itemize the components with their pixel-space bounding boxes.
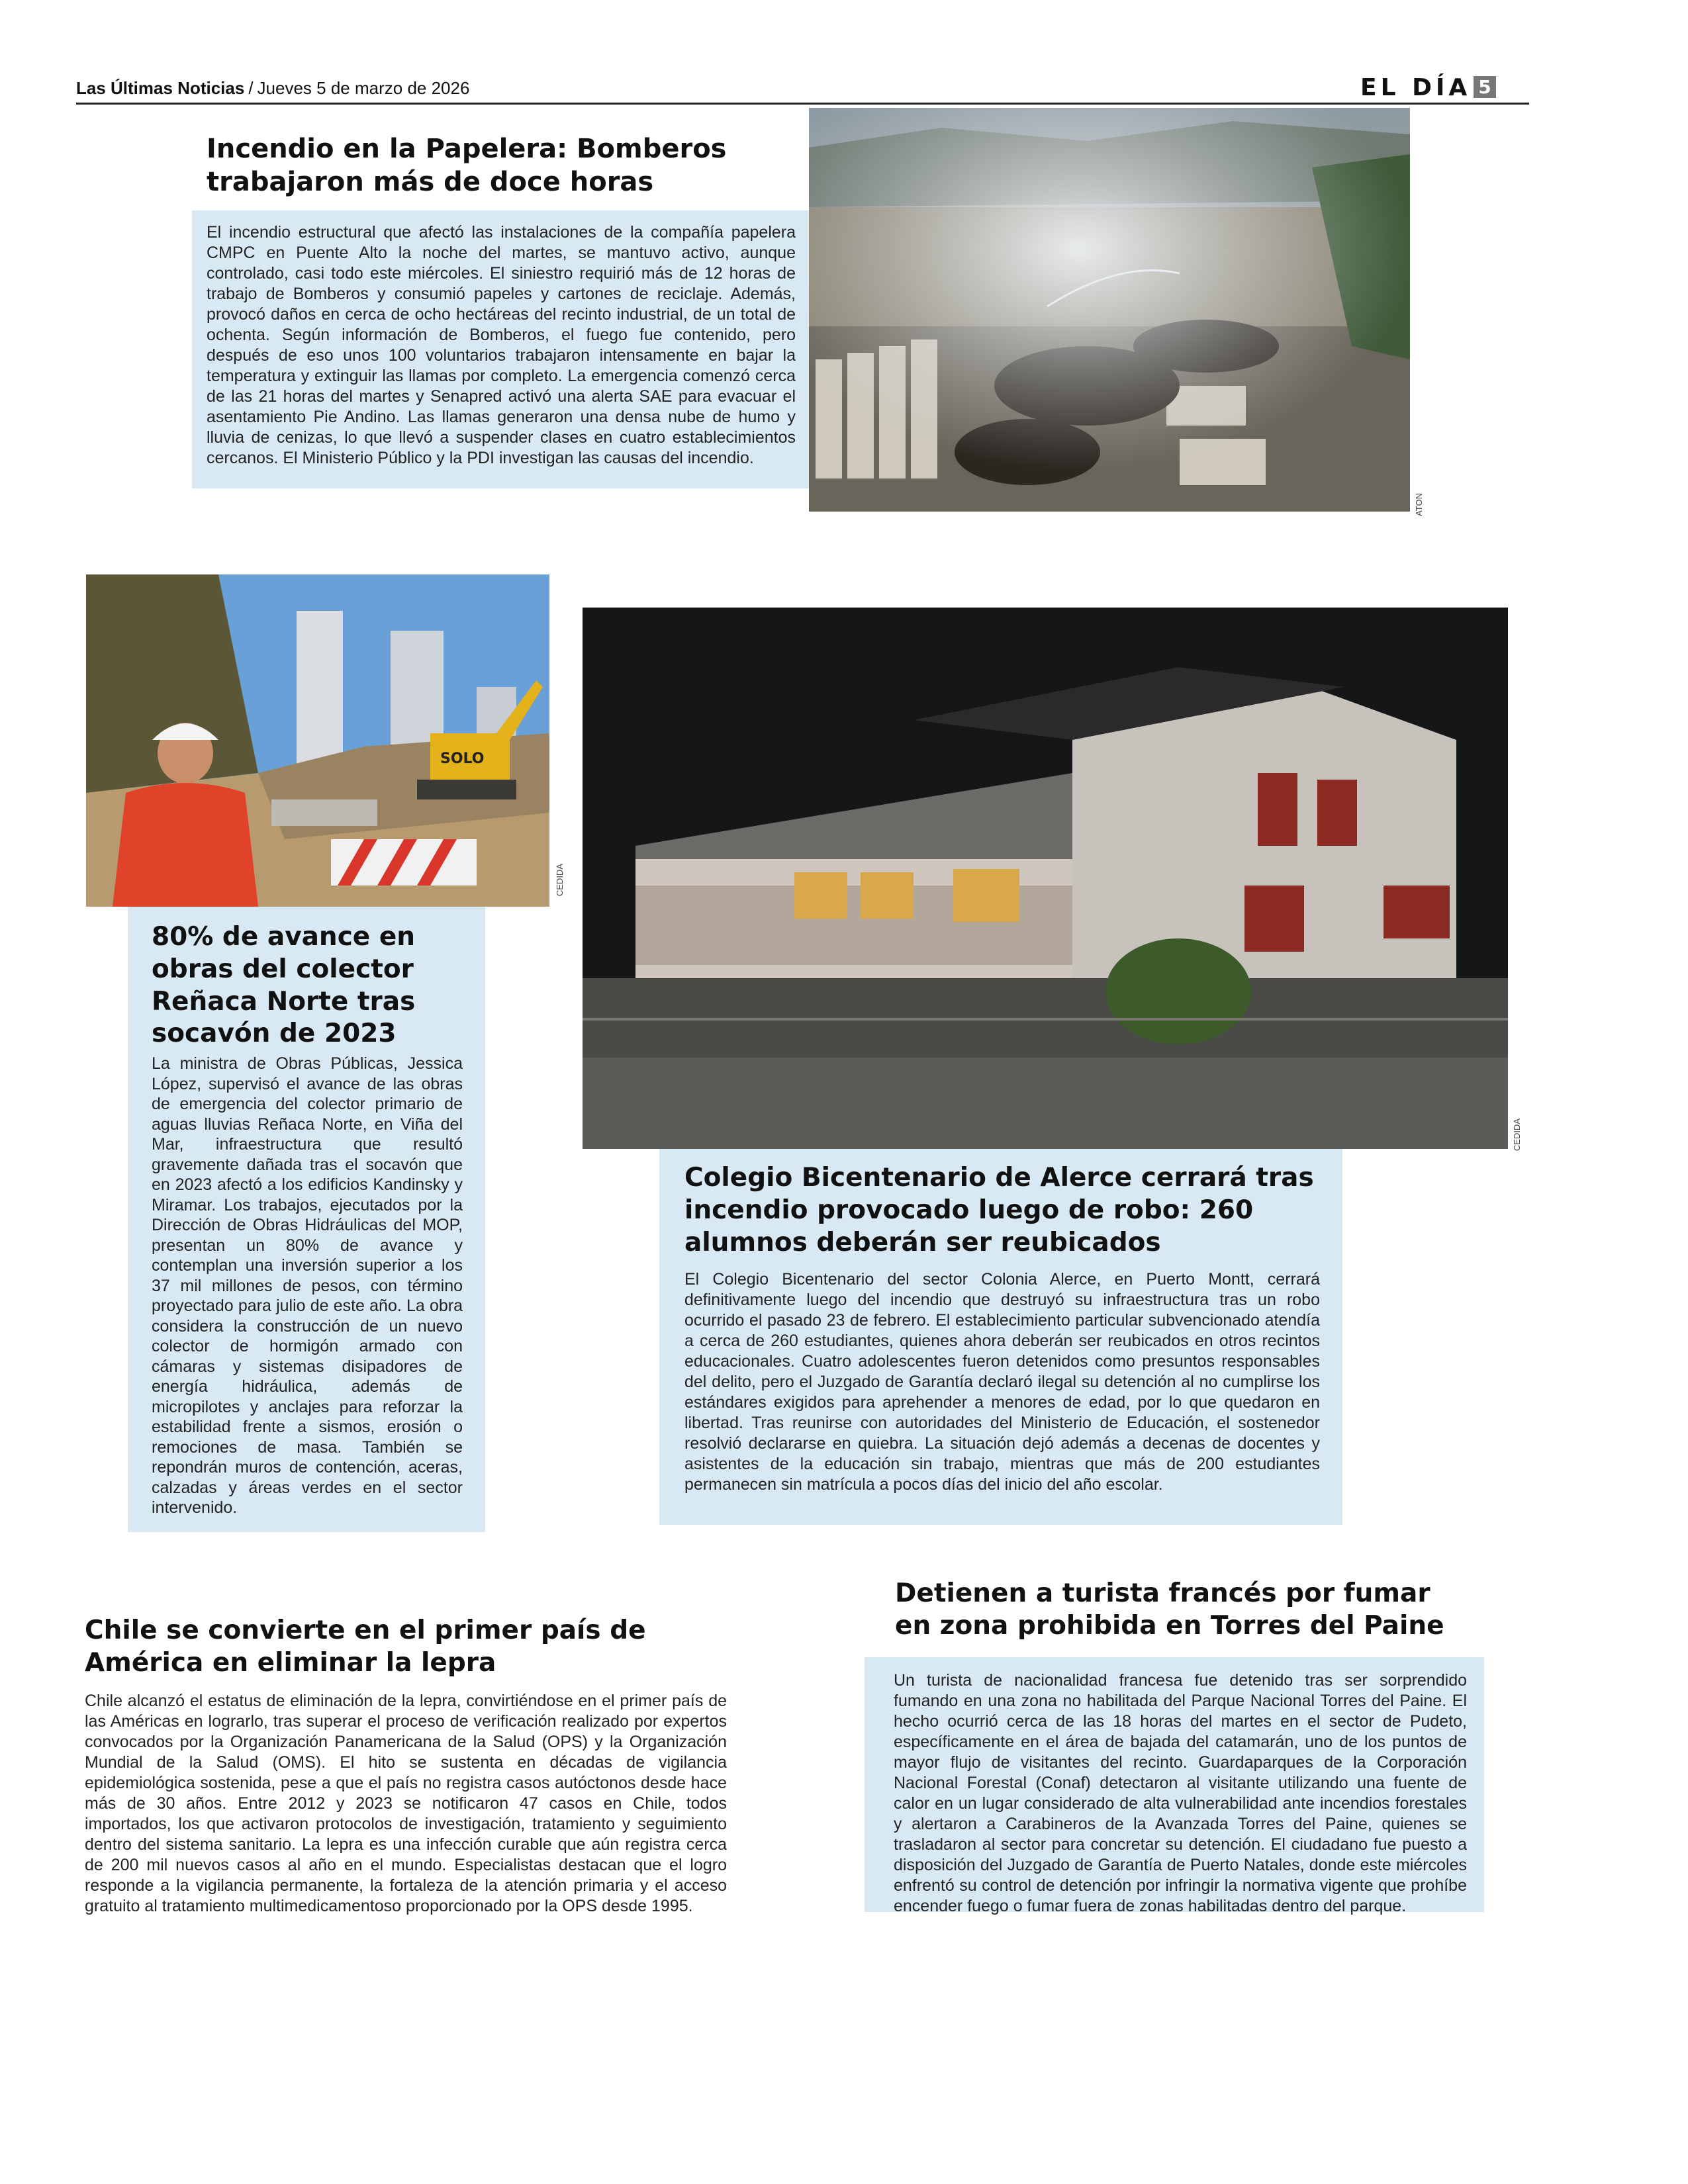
colegio-text-panel: [659, 1149, 1342, 1525]
papelera-text-panel: [192, 210, 809, 488]
section-name: EL DÍA: [1360, 74, 1472, 101]
aerial-fire-image: [809, 108, 1410, 512]
papelera-headline-line1: Incendio en la Papelera: Bomberos: [207, 134, 727, 164]
colector-headline-line3: Reñaca Norte tras: [152, 986, 416, 1017]
papelera-headline-line2: trabajaron más de doce horas: [207, 167, 654, 197]
colegio-headline-line2: incendio provocado luego de robo: 260: [684, 1195, 1254, 1225]
lepra-headline: [85, 1615, 780, 1680]
lepra-headline-line1: Chile se convierte en el primer país de: [85, 1615, 646, 1645]
papelera-body: El incendio estructural que afectó las instalaciones de la compañía papelera CMPC en Puente Alto la noche del martes, se mantuvo activo, aunque controlado, casi todo este miércoles. El siniestro requirió más de 12 horas de trabajo de Bomberos y consumió papeles y cartones de reciclaje. Además, provocó daños en cerca de ocho hectáreas del recinto industrial, de un total de ochenta. Según información de Bomberos, el fuego fue contenido, pero después de eso unos 100 voluntarios trabajaron intensamente en bajar la temperatura y extinguir las llamas por completo. La emergencia comenzó cerca de las 21 horas del martes y Senapred activó una alerta SAE para evacuar el asentamiento Pie Andino. Las llamas generaron una densa nube de humo y lluvia de cenizas, lo que llevó a suspender clases en cuatro establecimientos cercanos. El Ministerio Público y la PDI investigan las causas del incendio.: [207, 223, 796, 467]
colector-photo-credit: CEDIDA: [555, 864, 565, 897]
colector-headline-line4: socavón de 2023: [152, 1019, 397, 1049]
turista-text-panel: [865, 1657, 1484, 1915]
turista-headline-line2: en zona prohibida en Torres del Paine: [895, 1610, 1444, 1641]
turista-body: Un turista de nacionalidad francesa fue detenido tras ser sorprendido fumando en una zona no habilitada del Parque Nacional Torres del Paine. El hecho ocurrió cerca de las 18 horas del martes en el sector de Pudeto, específicamente en el área de bajada del catamarán, uno de los puntos de mayor flujo de visitantes del recinto. Guardaparques de la Corporación Nacional Forestal (Conaf) detectaron al visitante utilizando una fuente de calor en un lugar considerado de alta vulnerabilidad ante incendios forestales y alertaron a Carabineros de la Avanzada Torres del Paine, quienes se trasladaron al sector para concretar su detención. El ciudadano fue puesto a disposición del Juzgado de Garantía de Puerto Natales, donde este miércoles enfrentó su control de detención por infringir la normativa vigente que prohíbe encender fuego o fumar fuera de zonas habilitadas dentro del parque.: [894, 1671, 1467, 1915]
colector-photo: [86, 574, 549, 907]
colegio-headline-line3: alumnos deberán ser reubicados: [684, 1227, 1161, 1257]
colegio-body: El Colegio Bicentenario del sector Colonia Alerce, en Puerto Montt, cerrará definitivamente luego del incendio que destruyó su infraestructura tras un robo ocurrido el pasado 23 de febrero. El establecimiento particular subvencionado atendía a cerca de 260 estudiantes, quienes ahora deberán ser reubicados en otros recintos educacionales. Cuatro adolescentes fueron detenidos como presuntos responsables del delito, pero el Juzgado de Garantía declaró ilegal su detención al no cumplirse los estándares exigidos para aprehender a menores de edad, por lo que quedaron en libertad. Tras reunirse con autoridades del Ministerio de Educación, el sostenedor resolvió declararse en quiebra. La situación dejó además a decenas de docentes y asistentes de la educación sin trabajo, mientras que más de 200 estudiantes permanecen sin matrícula a pocos días del inicio del año escolar.: [684, 1270, 1320, 1494]
issue-date: Jueves 5 de marzo de 2026: [257, 78, 470, 98]
turista-headline: [895, 1578, 1491, 1643]
page-number: 5: [1474, 76, 1495, 98]
section-label: [1360, 74, 1496, 101]
safety-barrier: [331, 839, 477, 886]
construction-site-image: [86, 574, 549, 907]
masthead-left: [76, 78, 469, 99]
colector-headline-line1: 80% de avance en: [152, 922, 416, 952]
burned-school-image: [583, 608, 1508, 1149]
papelera-photo-credit: ATON: [1414, 493, 1424, 516]
masthead-separator: /: [248, 78, 254, 98]
excavator-brand-label: SOLO: [440, 751, 485, 767]
colegio-photo-credit: CEDIDA: [1512, 1118, 1522, 1152]
colector-headline-line2: obras del colector: [152, 954, 414, 984]
turista-headline-line1: Detienen a turista francés por fumar: [895, 1578, 1430, 1608]
papelera-fire-photo: [809, 108, 1410, 512]
newspaper-name: Las Últimas Noticias: [76, 78, 245, 98]
colegio-headline: [684, 1162, 1340, 1259]
lepra-body: Chile alcanzó el estatus de eliminación de la lepra, convirtiéndose en el primer país de las Américas en lograrlo, tras superar el proceso de verificación realizado por expertos convocados por la Organización Panamericana de la Salud (OPS) y la Organización Mundial de la Salud (OMS). El hito se sustenta en décadas de vigilancia epidemiológica sostenida, pese a que el país no registra casos autóctonos desde hace más de 30 años. Entre 2012 y 2023 se notificaron 47 casos en Chile, todos importados, los que activaron protocolos de investigación, tratamiento y seguimiento dentro del sistema sanitario. La lepra es una infección curable que aún registra cerca de 200 mil nuevos casos al año en el mundo. Especialistas destacan que el logro responde a la vigilancia permanente, la fortaleza de la atención primaria y el acceso gratuito al tratamiento multimedicamentoso proporcionado por la OPS desde 1995.: [85, 1692, 727, 1915]
lepra-headline-line2: América en eliminar la lepra: [85, 1647, 496, 1678]
colegio-headline-line1: Colegio Bicentenario de Alerce cerrará tras: [684, 1163, 1314, 1193]
colector-headline: [152, 921, 476, 1050]
papelera-headline: [207, 132, 802, 199]
colegio-photo: [583, 608, 1508, 1149]
colector-text-panel: [128, 907, 485, 1532]
colector-body: La ministra de Obras Públicas, Jessica López, supervisó el avance de las obras de emergencia del colector primario de aguas lluvias Reñaca Norte, en Viña del Mar, infraestructura que resultó gravemente dañada tras el socavón que en 2023 afectó a los edificios Kandinsky y Miramar. Los trabajos, ejecutados por la Dirección de Obras Hidráulicas del MOP, presentan un 80% de avance y contemplan una inversión superior a los 37 mil millones de pesos, con término proyectado para julio de este año. La obra considera la construcción de un nuevo colector de hormigón armado con cámaras y sistemas disipadores de energía hidráulica, además de micropilotes y anclajes para reforzar la estabilidad frente a sismos, erosión o remociones de masa. También se repondrán muros de contención, aceras, calzadas y áreas verdes en el sector intervenido.: [152, 1054, 463, 1517]
header-rule: [76, 103, 1529, 105]
